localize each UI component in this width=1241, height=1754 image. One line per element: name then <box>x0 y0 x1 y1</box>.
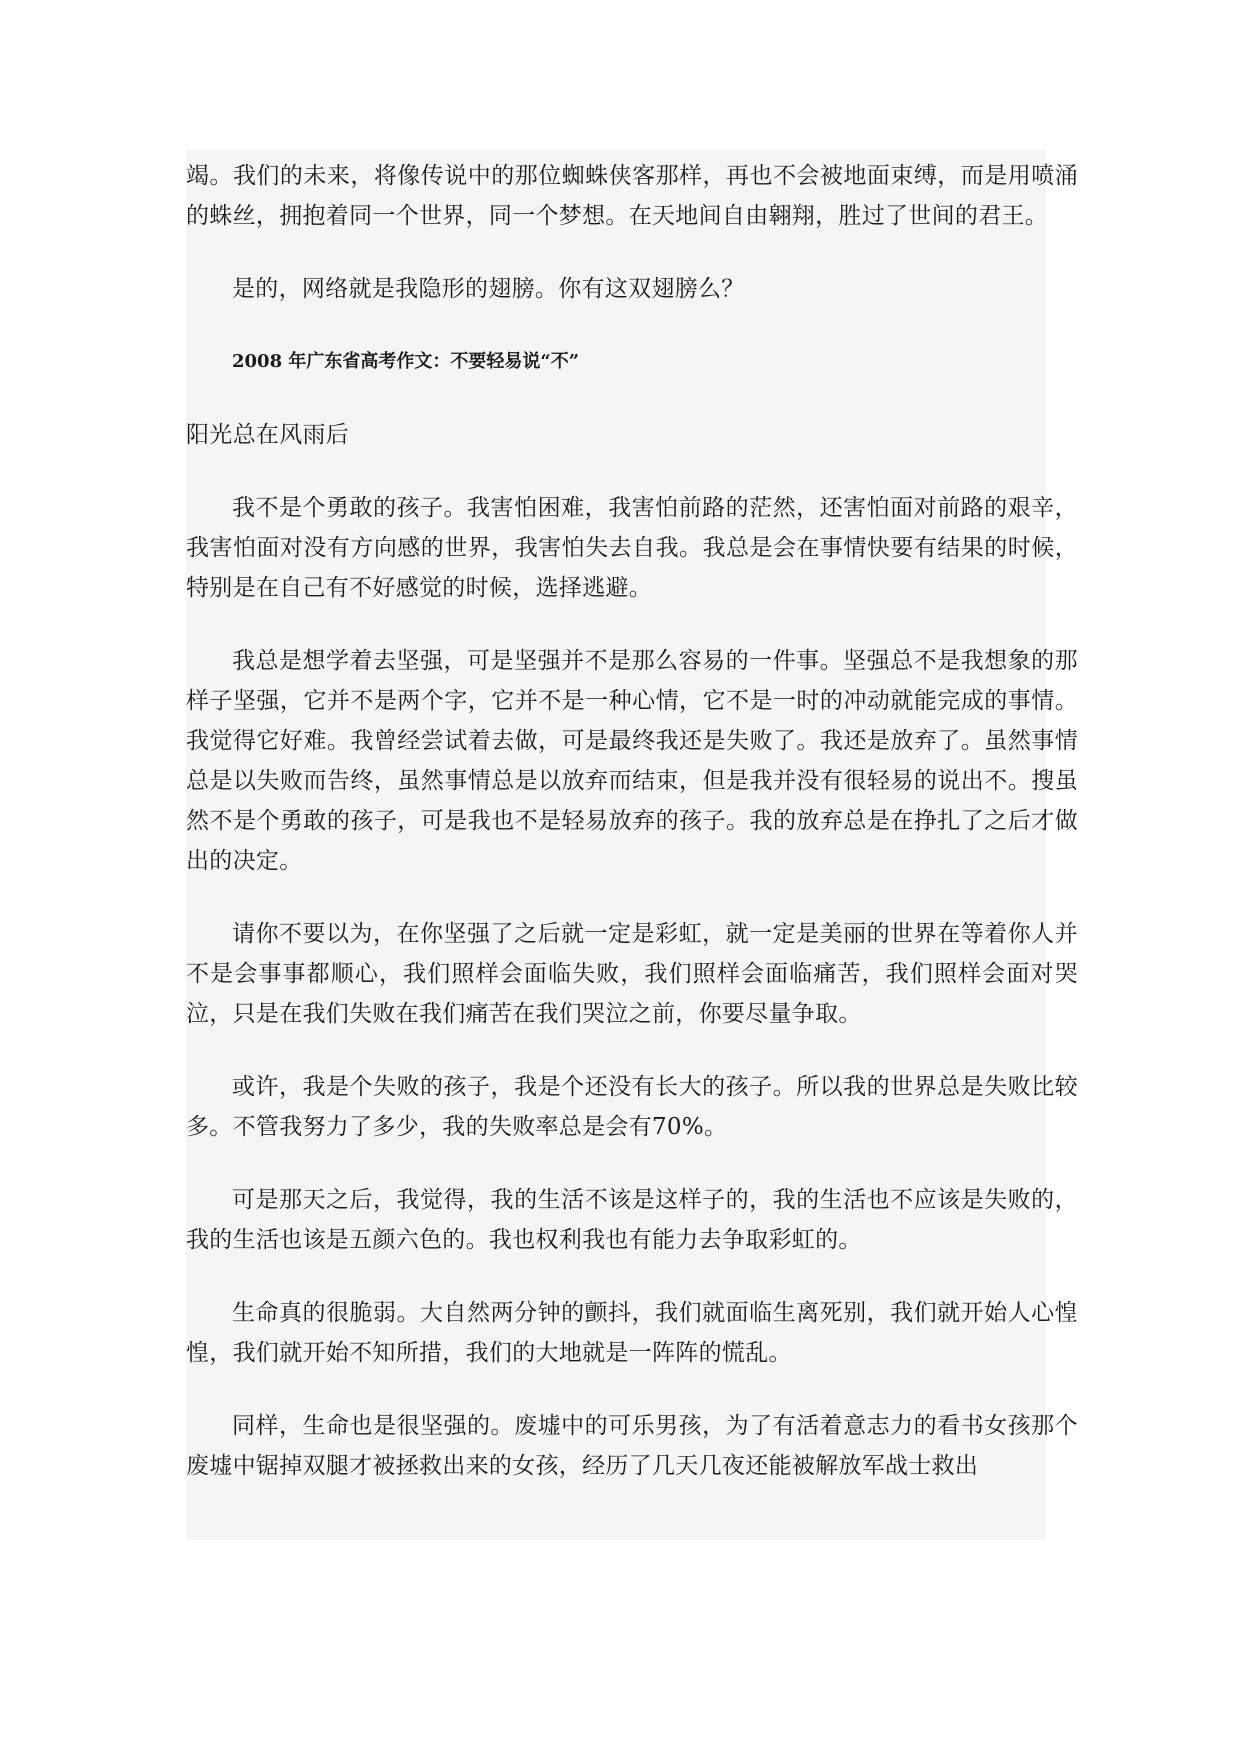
paragraph-9: 同样，生命也是很坚强的。废墟中的可乐男孩，为了有活着意志力的看书女孩那个废墟中锯掉双腿才被拯救出来的女孩，经历了几天几夜还能被解放军战士救出 <box>186 1413 1078 1479</box>
paragraph-7: 可是那天之后，我觉得，我的生活不该是这样子的，我的生活也不应该是失败的，我的生活也该是五颜六色的。我也权利我也有能力去争取彩虹的。 <box>186 1187 1078 1253</box>
paragraph-3: 我不是个勇敢的孩子。我害怕困难，我害怕前路的茫然，还害怕面对前路的艰辛，我害怕面对没有方向感的世界，我害怕失去自我。我总是会在事情快要有结果的时候，特别是在自己有不好感觉的时候，选择逃避。 <box>186 495 1078 601</box>
document-body <box>186 156 1078 1486</box>
essay-heading: 2008 年广东省高考作文：不要轻易说“不” <box>232 351 580 372</box>
paragraph-4: 我总是想学着去坚强，可是坚强并不是那么容易的一件事。坚强总不是我想象的那样子坚强，它并不是两个字，它并不是一种心情，它不是一时的冲动就能完成的事情。我觉得它好难。我曾经尝试着去做，可是最终我还是失败了。我还是放弃了。虽然事情总是以失败而告终，虽然事情总是以放弃而结束，但是我并没有很轻易的说出不。搜虽然不是个勇敢的孩子，可是我也不是轻易放弃的孩子。我的放弃总是在挣扎了之后才做出的决定。 <box>186 648 1078 874</box>
paragraph-6: 或许，我是个失败的孩子，我是个还没有长大的孩子。所以我的世界总是失败比较多。不管我努力了多少，我的失败率总是会有70%。 <box>186 1074 1078 1140</box>
paragraph-5: 请你不要以为，在你坚强了之后就一定是彩虹，就一定是美丽的世界在等着你人并不是会事事都顺心，我们照样会面临失败，我们照样会面临痛苦，我们照样会面对哭泣，只是在我们失败在我们痛苦在我们哭泣之前，你要尽量争取。 <box>186 921 1078 1027</box>
paragraph-1: 竭。我们的未来，将像传说中的那位蜘蛛侠客那样，再也不会被地面束缚，而是用喷涌的蛛丝，拥抱着同一个世界，同一个梦想。在天地间自由翱翔，胜过了世间的君王。 <box>186 163 1078 229</box>
paragraph-2: 是的，网络就是我隐形的翅膀。你有这双翅膀么？ <box>232 276 745 302</box>
essay-title: 阳光总在风雨后 <box>186 422 350 448</box>
paragraph-8: 生命真的很脆弱。大自然两分钟的颤抖，我们就面临生离死别，我们就开始人心惶惶，我们就开始不知所措，我们的大地就是一阵阵的慌乱。 <box>186 1300 1078 1366</box>
